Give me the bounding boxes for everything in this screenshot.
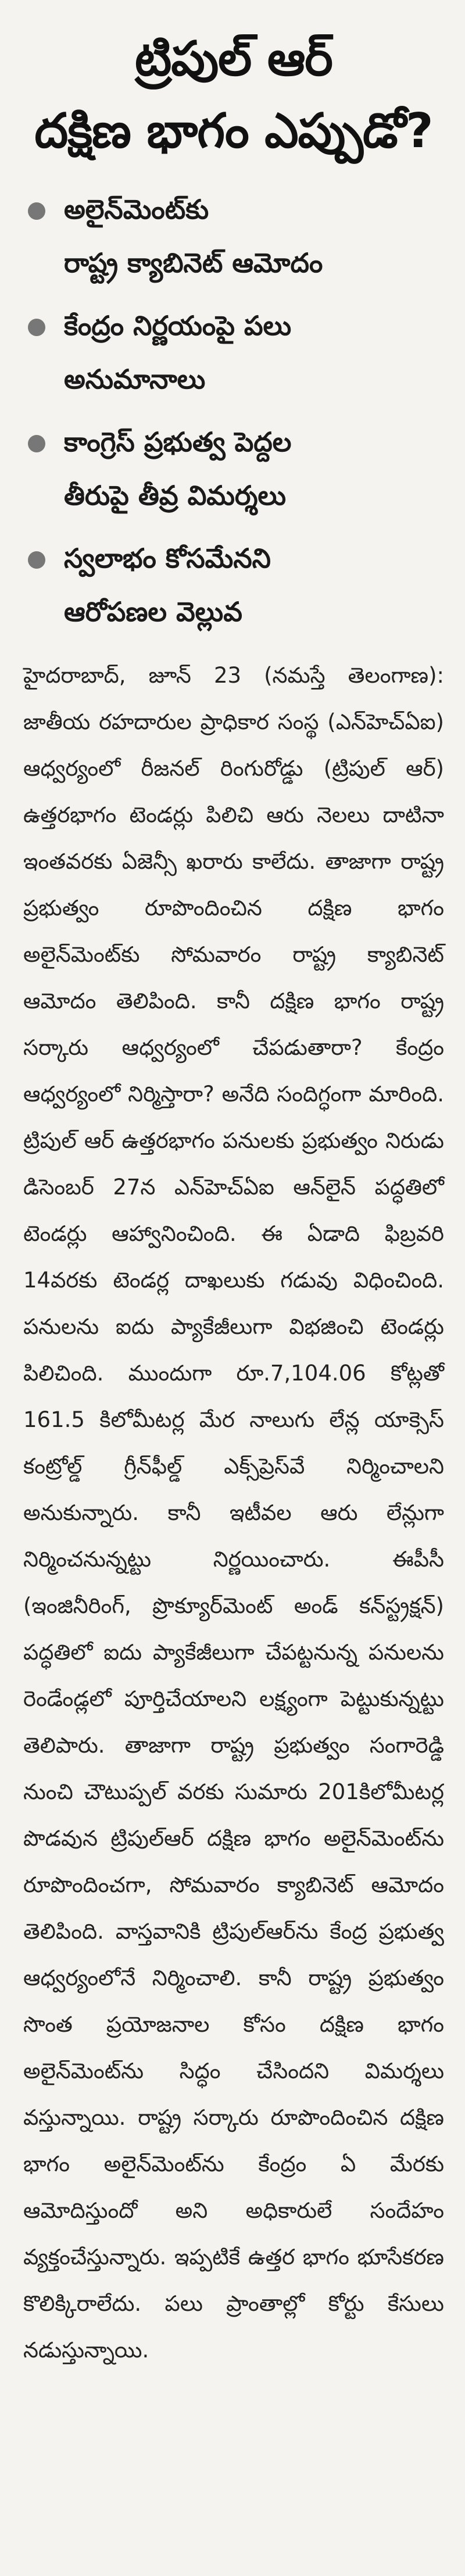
summary-bullet xyxy=(23,183,444,290)
article-body-text: జాతీయ రహదారుల ప్రాధికార సంస్థ (ఎన్‌హెచ్‌ఏఐ) ఆధ్వర్యంలో రీజనల్ రింగురోడ్డు (ట్రిపుల్ ఆర్) ఉత్తరభాగం టెండర్లు పిలిచి ఆరు నెలలు దాటినా ఇంతవరకు ఏజెన్సీ ఖరారు కాలేదు. తాజాగా రాష్ట్ర ప్రభుత్వం రూపొందించిన దక్షిణ భాగం అలైన్‌మెంట్‌కు సోమవారం రాష్ట్ర క్యాబినెట్ ఆమోదం తెలిపింది. కానీ దక్షిణ భాగం రాష్ట్ర సర్కారు ఆధ్వర్యంలో చేపడుతారా? కేంద్రం ఆధ్వర్యంలో నిర్మిస్తారా? అనేది సందిగ్ధంగా మారింది. ట్రిపుల్ ఆర్ ఉత్తరభాగం పనులకు ప్రభుత్వం నిరుడు డిసెంబర్ 27న ఎన్‌హెచ్‌ఏఐ ఆన్‌లైన్ పద్ధతిలో టెండర్లు ఆహ్వానించింది. ఈ ఏడాది ఫిబ్రవరి 14వరకు టెండర్ల దాఖలుకు గడువు విధించింది. పనులను ఐదు ప్యాకేజీలుగా విభజించి టెండర్లు పిలిచింది. ముందుగా రూ.7,104.06 కోట్లతో 161.5 కిలోమీటర్ల మేర నాలుగు లేన్ల యాక్సెస్ కంట్రోల్డ్ గ్రీన్‌ఫీల్డ్ ఎక్స్‌ప్రెస్‌వే నిర్మించాలని అనుకున్నారు. కానీ ఇటీవల ఆరు లేన్లుగా నిర్మించనున్నట్టు నిర్ణయించారు. ఈపీసీ (ఇంజినీరింగ్, ప్రొక్యూర్‌మెంట్ అండ్ కన్‌స్ట్రక్షన్) పద్ధతిలో ఐదు ప్యాకేజీలుగా చేపట్టనున్న పనులను రెండేండ్లలో పూర్తిచేయాలని లక్ష్యంగా పెట్టుకున్నట్టు తెలిపారు. తాజాగా రాష్ట్ర ప్రభుత్వం సంగారెడ్డి నుంచి చౌటుప్పల్ వరకు సుమారు 201కిలోమీటర్ల పొడవున ట్రిపుల్‌ఆర్ దక్షిణ భాగం అలైన్‌మెంట్‌ను రూపొందించగా, సోమవారం క్యాబినెట్ ఆమోదం తెలిపింది. వాస్తవానికి ట్రిపుల్‌ఆర్‌ను కేంద్ర ప్రభుత్వ ఆధ్వర్యంలోనే నిర్మించాలి. కానీ రాష్ట్ర ప్రభుత్వం సొంత ప్రయోజనాల కోసం దక్షిణ భాగం అలైన్‌మెంట్‌ను సిద్ధం చేసిందని విమర్శలు వస్తున్నాయి. రాష్ట్ర సర్కారు రూపొందించిన దక్షిణ భాగం అలైన్‌మెంట్‌ను కేంద్రం ఏ మేరకు ఆమోదిస్తుందో అని అధికారులే సందేహం వ్యక్తంచేస్తున్నారు. ఇప్పటికే ఉత్తర భాగం భూసేకరణ కొలిక్కిరాలేదు. పలు ప్రాంతాల్లో కోర్టు కేసులు నడుస్తున్నాయి. xyxy=(23,709,444,2363)
summary-bullet xyxy=(23,299,444,406)
headline-line-1: ట్రిపుల్ ఆర్ xyxy=(135,31,332,87)
bullet-text-line: కాంగ్రెస్ ప్రభుత్వ పెద్దల xyxy=(64,426,292,458)
bullet-text-line: అనుమానాలు xyxy=(64,363,206,395)
headline xyxy=(23,23,444,167)
article-body xyxy=(23,652,444,2374)
bullet-text-line: రాష్ట్ర క్యాబినెట్ ఆమోదం xyxy=(64,247,323,279)
bullet-dot-icon xyxy=(28,435,45,452)
dateline: హైదరాబాద్, జూన్ 23 (నమస్తే తెలంగాణ): xyxy=(23,663,444,688)
bullet-text-line: కేంద్రం నిర్ణయంపై పలు xyxy=(64,310,292,341)
bullet-text-line: అలైన్‌మెంట్‌కు xyxy=(64,194,209,225)
headline-line-2: దక్షిణ భాగం ఎప్పుడో? xyxy=(34,104,433,159)
bullet-dot-icon xyxy=(28,319,45,336)
summary-bullet xyxy=(23,531,444,638)
bullet-text-line: ఆరోపణల వెల్లువ xyxy=(64,596,242,627)
bullet-text-line: తీరుపై తీవ్ర విమర్శలు xyxy=(64,480,287,511)
bullet-text-line: స్వలాభం కోసమేనని xyxy=(64,543,271,574)
bullet-dot-icon xyxy=(28,202,45,220)
summary-bullets xyxy=(23,183,444,638)
summary-bullet xyxy=(23,415,444,522)
bullet-dot-icon xyxy=(28,551,45,569)
